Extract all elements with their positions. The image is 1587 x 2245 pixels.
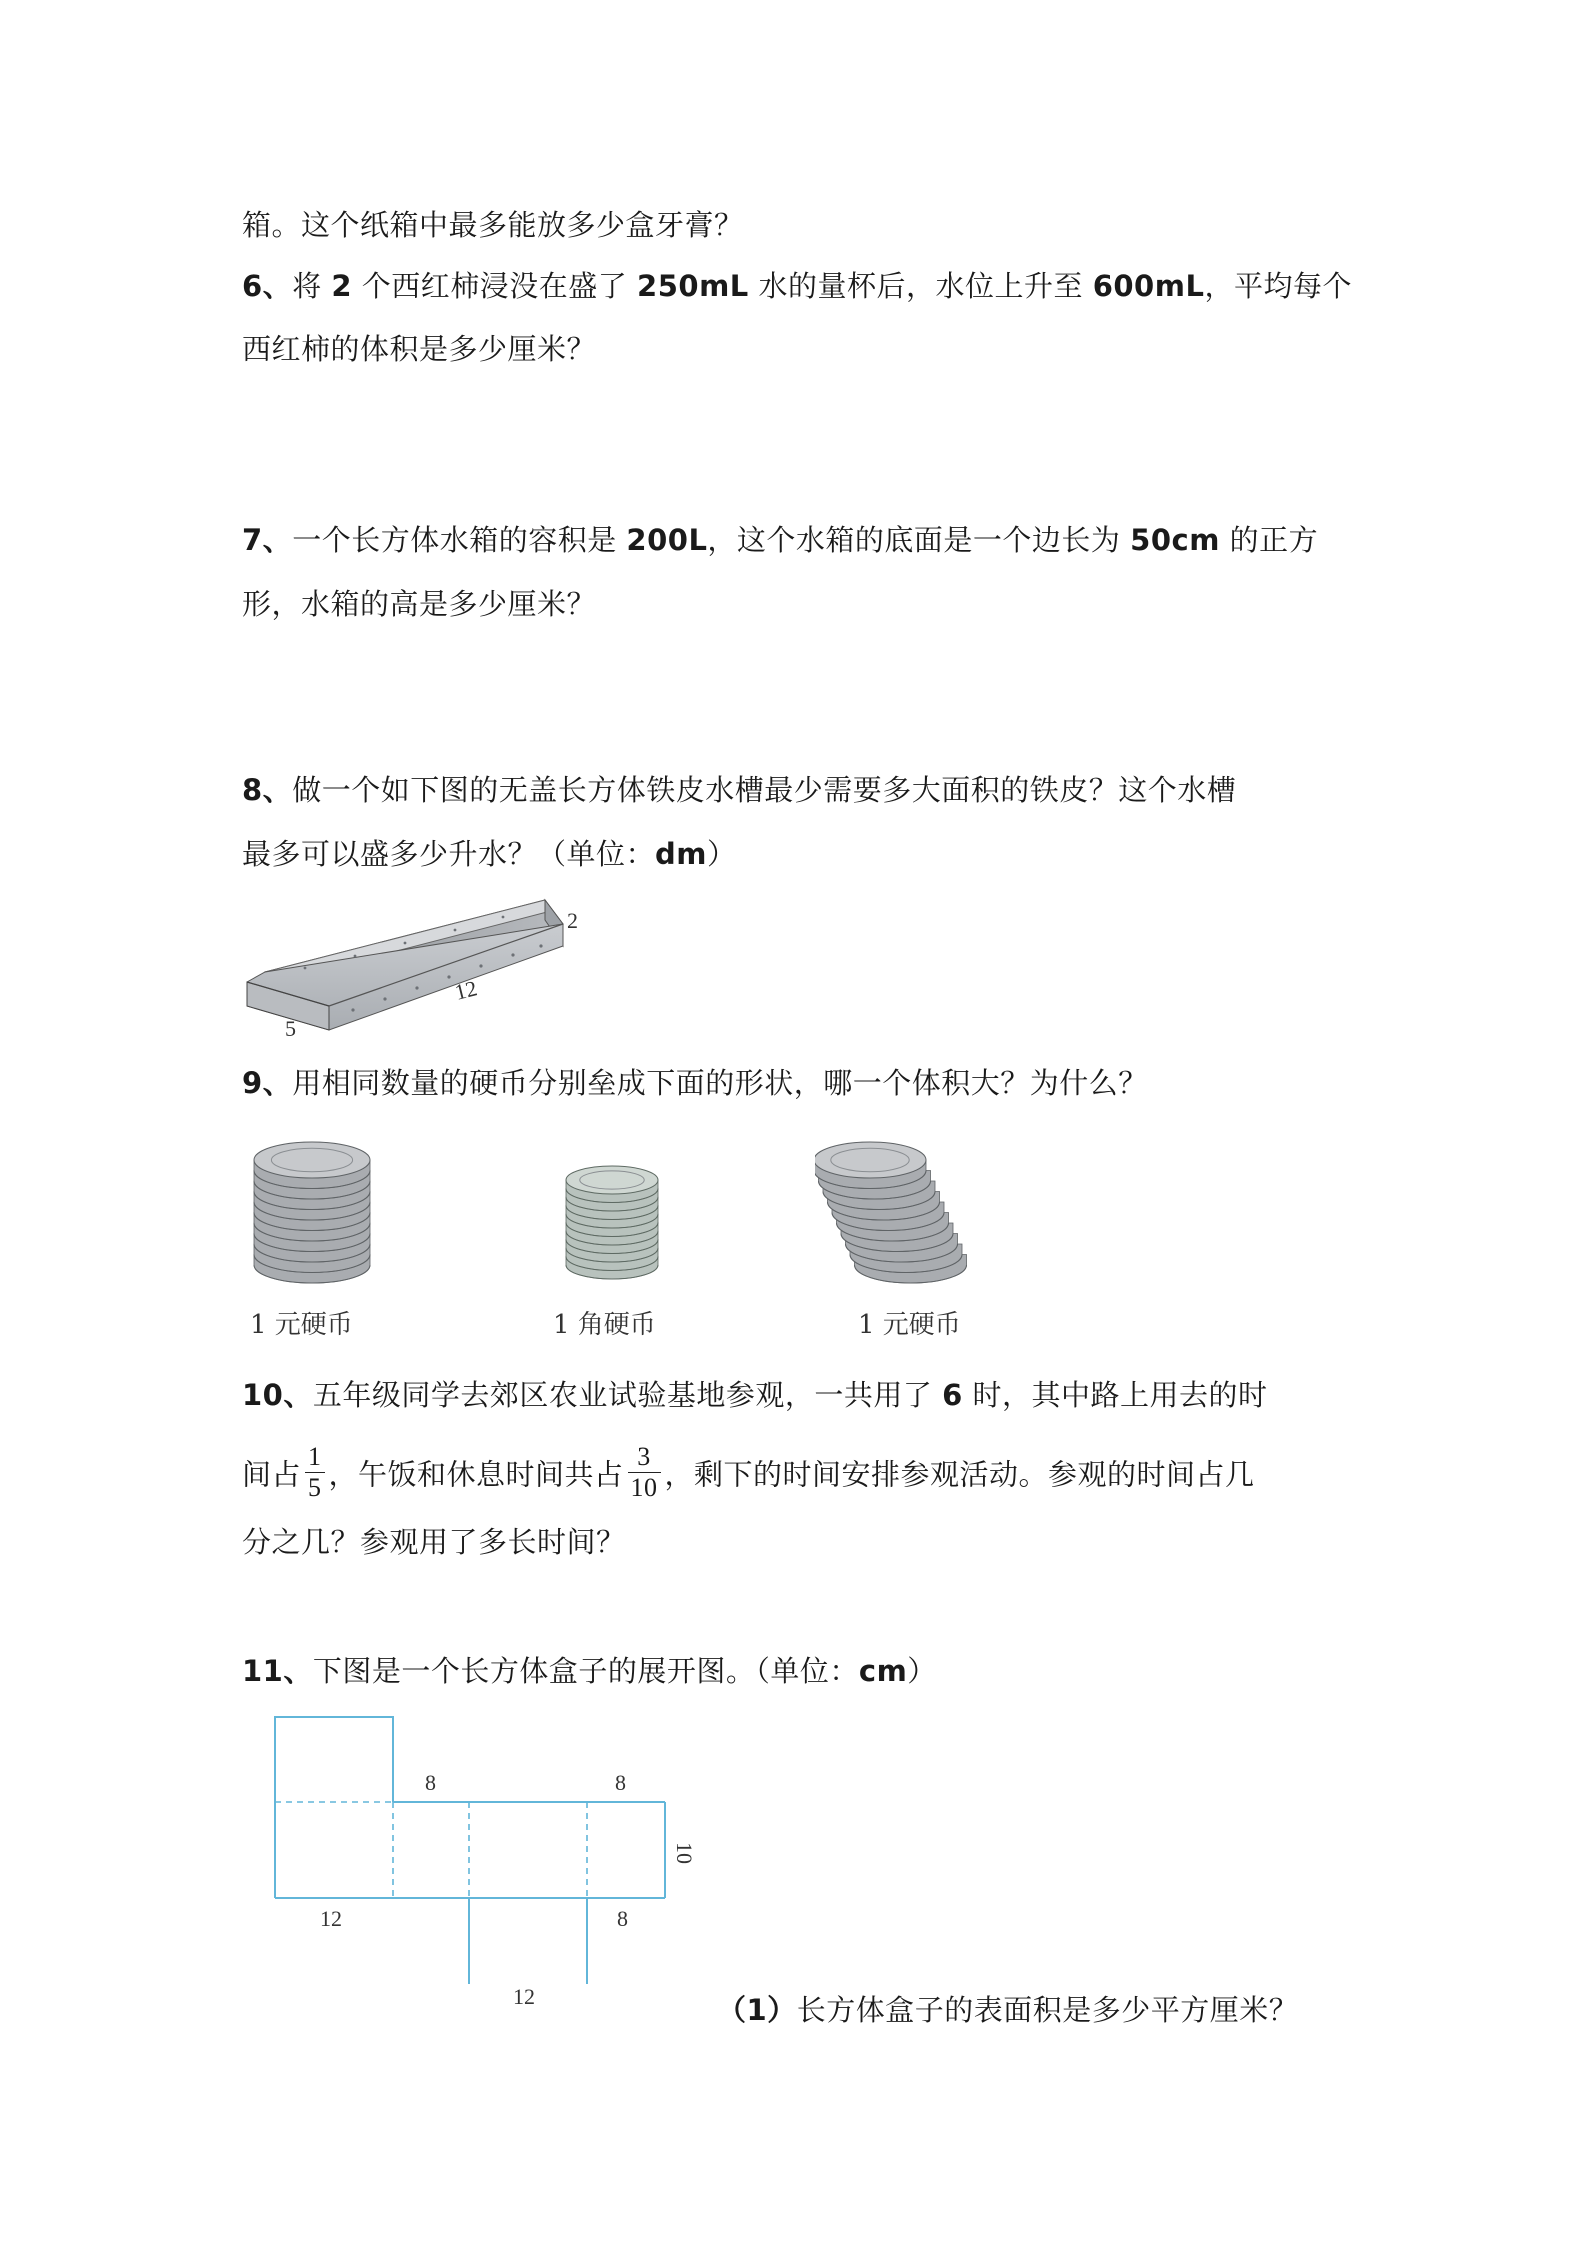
q8-text-b: 最多可以盛多少升水？（单位：	[242, 837, 656, 871]
q10-text-f: 分之几？参观用了多长时间？	[242, 1525, 626, 1559]
q10-text-c: 间占	[242, 1457, 302, 1492]
fraction-three-tenths	[628, 1442, 661, 1503]
q11-unit: cm	[858, 1654, 908, 1688]
q6-number: 6、	[242, 269, 293, 303]
net-label-top-left: 8	[425, 1770, 436, 1795]
q10-line-3	[242, 1522, 626, 1562]
q8-number: 8、	[242, 773, 293, 807]
q11-line-1	[242, 1651, 937, 1691]
q10-number: 10、	[242, 1378, 313, 1412]
fraction-1-denominator: 5	[308, 1473, 322, 1502]
q6-text-a: 将	[292, 269, 332, 303]
q10-text-d: ，午饭和休息时间共占	[328, 1457, 624, 1492]
q8-line-2	[242, 834, 737, 874]
net-label-bottom: 12	[513, 1984, 535, 2009]
fraction-2-numerator: 3	[628, 1442, 661, 1473]
q8-unit: dm	[655, 837, 707, 871]
fraction-one-fifth	[305, 1442, 325, 1503]
q11-sub-1-text: 长方体盒子的表面积是多少平方厘米？	[796, 1993, 1299, 2027]
trough-length-label: 12	[452, 975, 480, 1005]
q11-sub-1-number: （1）	[717, 1993, 797, 2027]
q6-line-2	[242, 329, 596, 369]
q5-tail: 箱。这个纸箱中最多能放多少盒牙膏？	[242, 208, 744, 242]
net-label-top-right: 8	[615, 1770, 626, 1795]
q7-text-a: 一个长方体水箱的容积是	[292, 523, 627, 557]
trough-height-label: 2	[567, 908, 578, 933]
q11-sub-1	[717, 1990, 1298, 2030]
q10-line-1	[242, 1375, 1268, 1415]
q7-value-2: 50cm	[1130, 523, 1220, 557]
q6-value-2: 250mL	[637, 269, 749, 303]
fraction-2-denominator: 10	[630, 1473, 658, 1502]
net-label-side: 10	[672, 1842, 697, 1864]
q6-line-1	[242, 266, 1352, 306]
q10-line-2	[242, 1442, 1255, 1507]
q10-text-b: 时，其中路上用去的时	[962, 1378, 1268, 1412]
coin-stack-3	[815, 1140, 975, 1285]
q6-value-1: 2	[331, 269, 353, 303]
q10-value-1: 6	[942, 1378, 963, 1412]
q11-text-a: 下图是一个长方体盒子的展开图。（单位：	[312, 1654, 859, 1688]
coin-caption-3: 1 元硬币	[858, 1310, 961, 1340]
q11-number: 11、	[242, 1654, 313, 1688]
q8-text-c: ）	[707, 837, 737, 871]
coin-caption-1: 1 元硬币	[250, 1310, 353, 1340]
coin-caption-2: 1 角硬币	[553, 1310, 656, 1340]
q9-text: 用相同数量的硬币分别垒成下面的形状，哪一个体积大？为什么？	[292, 1066, 1148, 1100]
q11-text-b: ）	[907, 1654, 937, 1688]
q10-text-e: ，剩下的时间安排参观活动。参观的时间占几	[664, 1457, 1255, 1492]
q8-text-a: 做一个如下图的无盖长方体铁皮水槽最少需要多大面积的铁皮？这个水槽	[292, 773, 1237, 807]
q5-text	[242, 205, 744, 245]
q10-text-a: 五年级同学去郊区农业试验基地参观，一共用了	[312, 1378, 943, 1412]
trough-figure	[245, 890, 595, 1040]
q7-line-2	[242, 584, 596, 624]
q7-text-d: 形，水箱的高是多少厘米？	[242, 587, 597, 621]
q6-text-e: 西红柿的体积是多少厘米？	[242, 332, 597, 366]
box-net-diagram	[265, 1712, 725, 2022]
q7-text-b: ，这个水箱的底面是一个边长为	[707, 523, 1131, 557]
q9-line-1	[242, 1063, 1148, 1103]
q7-text-c: 的正方	[1219, 523, 1319, 557]
q6-text-b: 个西红柿浸没在盛了	[352, 269, 638, 303]
q9-number: 9、	[242, 1066, 293, 1100]
fraction-1-numerator: 1	[305, 1442, 325, 1473]
q7-value-1: 200L	[626, 523, 708, 557]
q7-line-1	[242, 520, 1318, 560]
trough-width-label: 5	[285, 1016, 296, 1040]
coin-stack-2	[560, 1162, 670, 1287]
coin-stack-1	[250, 1140, 380, 1285]
q8-line-1	[242, 770, 1236, 810]
q7-number: 7、	[242, 523, 293, 557]
q6-text-c: 水的量杯后，水位上升至	[748, 269, 1093, 303]
q6-value-3: 600mL	[1092, 269, 1205, 303]
net-label-bottom-left: 12	[320, 1906, 342, 1931]
q6-text-d: ，平均每个	[1204, 269, 1352, 303]
net-label-bottom-mid: 8	[617, 1906, 628, 1931]
